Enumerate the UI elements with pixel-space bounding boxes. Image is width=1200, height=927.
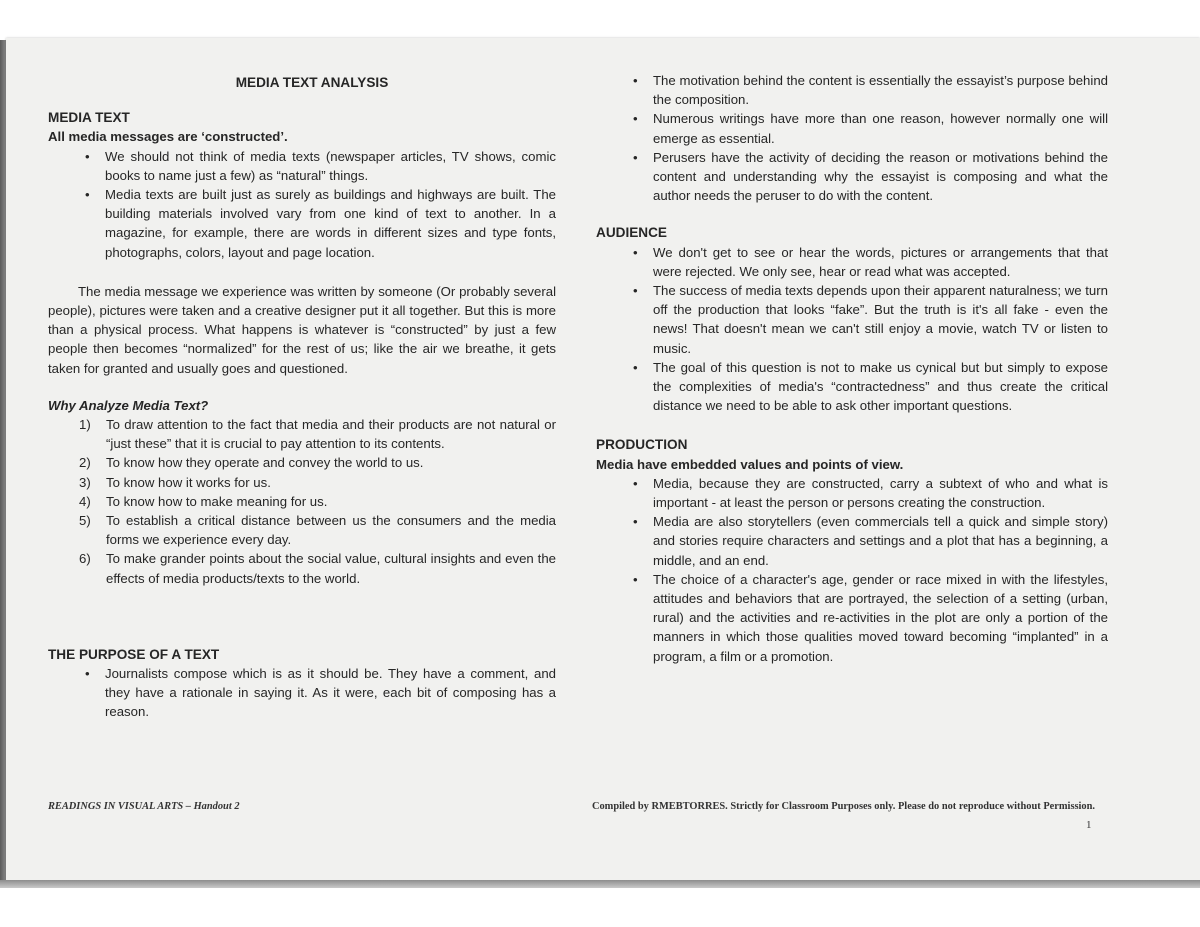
list-item: • The goal of this question is not to make us cynical but but simply to expose the complexities of media's “contractedness” and thus create the critical distance we need to be able to ask other important questions. bbox=[596, 358, 1108, 416]
purpose-heading: THE PURPOSE OF A TEXT bbox=[48, 646, 220, 662]
list-item: • We should not think of media texts (newspaper articles, TV shows, comic books to name just a few) as “natural” things. bbox=[48, 147, 556, 185]
list-item: • Media, because they are constructed, carry a subtext of who and what is important - at least the person or persons creating the construction. bbox=[596, 474, 1108, 512]
list-text: To establish a critical distance between us the consumers and the media forms we experience every day. bbox=[106, 513, 556, 548]
audience-heading: AUDIENCE bbox=[596, 225, 667, 241]
list-number: 1) bbox=[79, 417, 91, 433]
list-text: To make grander points about the social value, cultural insights and even the effects of media products/texts to the world. bbox=[106, 551, 556, 586]
page-number: 1 bbox=[1086, 819, 1092, 831]
list-number: 2) bbox=[79, 455, 91, 471]
list-item: • Media texts are built just as surely as buildings and highways are built. The building materials involved vary from one kind of text to another. In a magazine, for example, there are words in different sizes and type fonts, photographs, colors, layout and page location. bbox=[48, 185, 556, 262]
right-column bbox=[596, 38, 1108, 666]
list-item: • Journalists compose which is as it should be. They have a comment, and they have a rationale in saying it. As it were, each bit of composing has a reason. bbox=[48, 664, 556, 722]
media-text-heading: MEDIA TEXT bbox=[48, 110, 130, 126]
document-title: MEDIA TEXT ANALYSIS bbox=[235, 75, 389, 90]
body-paragraph: The media message we experience was written by someone (Or probably several people), pictures were taken and a creative designer put it all together. But this is more than a physical process. What happens is whatever is “constructed” by just a few people then becomes “normalized” for the rest of us; like the air we breathe, it gets taken for granted and usually goes and questioned. bbox=[48, 283, 556, 376]
why-analyze-heading: Why Analyze Media Text? bbox=[48, 397, 209, 413]
page-edge-bottom bbox=[0, 880, 1200, 888]
list-item bbox=[48, 415, 556, 453]
list-item bbox=[48, 492, 556, 511]
list-item: • The motivation behind the content is essentially the essayist’s purpose behind the composition. bbox=[596, 71, 1108, 109]
production-heading: PRODUCTION bbox=[596, 437, 688, 453]
list-item: • We don't get to see or hear the words, pictures or arrangements that that were rejected. We only see, hear or read what was accepted. bbox=[596, 243, 1108, 281]
list-number: 4) bbox=[79, 493, 91, 509]
list-text: To know how they operate and convey the world to us. bbox=[106, 455, 424, 471]
production-subheading: Media have embedded values and points of view. bbox=[596, 456, 904, 472]
list-number: 3) bbox=[79, 474, 91, 490]
list-item: • Perusers have the activity of deciding the reason or motivations behind the content and understanding why the essayist is composing and what the author needs the peruser to do with the content. bbox=[596, 148, 1108, 206]
list-item bbox=[48, 511, 556, 549]
list-item: • The success of media texts depends upon their apparent naturalness; we turn off the production that looks “fake”. But the truth is it's all fake - even the news! That doesn't mean we can't still enjoy a movie, watch TV or listen to music. bbox=[596, 281, 1108, 358]
purpose-bullet-list-continued bbox=[596, 71, 1108, 205]
list-item bbox=[48, 453, 556, 472]
list-item bbox=[48, 473, 556, 492]
media-text-bullet-list bbox=[48, 147, 556, 262]
list-item: • Numerous writings have more than one reason, however normally one will emerge as essential. bbox=[596, 109, 1108, 147]
list-number: 5) bbox=[79, 513, 91, 529]
purpose-bullet-list bbox=[48, 664, 556, 722]
footer-handout-label: READINGS IN VISUAL ARTS – Handout 2 bbox=[48, 801, 240, 812]
list-number: 6) bbox=[79, 551, 91, 567]
handout-page bbox=[6, 38, 1200, 886]
list-text: To know how it works for us. bbox=[106, 474, 271, 490]
production-bullet-list bbox=[596, 474, 1108, 666]
list-item: • Media are also storytellers (even commercials tell a quick and simple story) and stories require characters and settings and a plot that has a beginning, a middle, and an end. bbox=[596, 512, 1108, 570]
media-text-subheading: All media messages are ‘constructed’. bbox=[48, 129, 288, 145]
list-item: • The choice of a character's age, gender or race mixed in with the lifestyles, attitudes and behaviors that are portrayed, the selection of a setting (urban, rural) and the activities and re-activities in the plot are only a portion of the manners in which those qualities moved toward becoming “implanted” in a program, a film or a promotion. bbox=[596, 570, 1108, 666]
list-item bbox=[48, 549, 556, 587]
audience-bullet-list bbox=[596, 243, 1108, 416]
list-text: To know how to make meaning for us. bbox=[106, 493, 328, 509]
left-column bbox=[48, 38, 556, 722]
footer-copyright-note: Compiled by RMEBTORRES. Strictly for Classroom Purposes only. Please do not reproduce without Permission. bbox=[591, 801, 1095, 812]
why-analyze-list bbox=[48, 415, 556, 588]
list-text: To draw attention to the fact that media and their products are not natural or “just these” that it is crucial to pay attention to its contents. bbox=[106, 417, 556, 452]
